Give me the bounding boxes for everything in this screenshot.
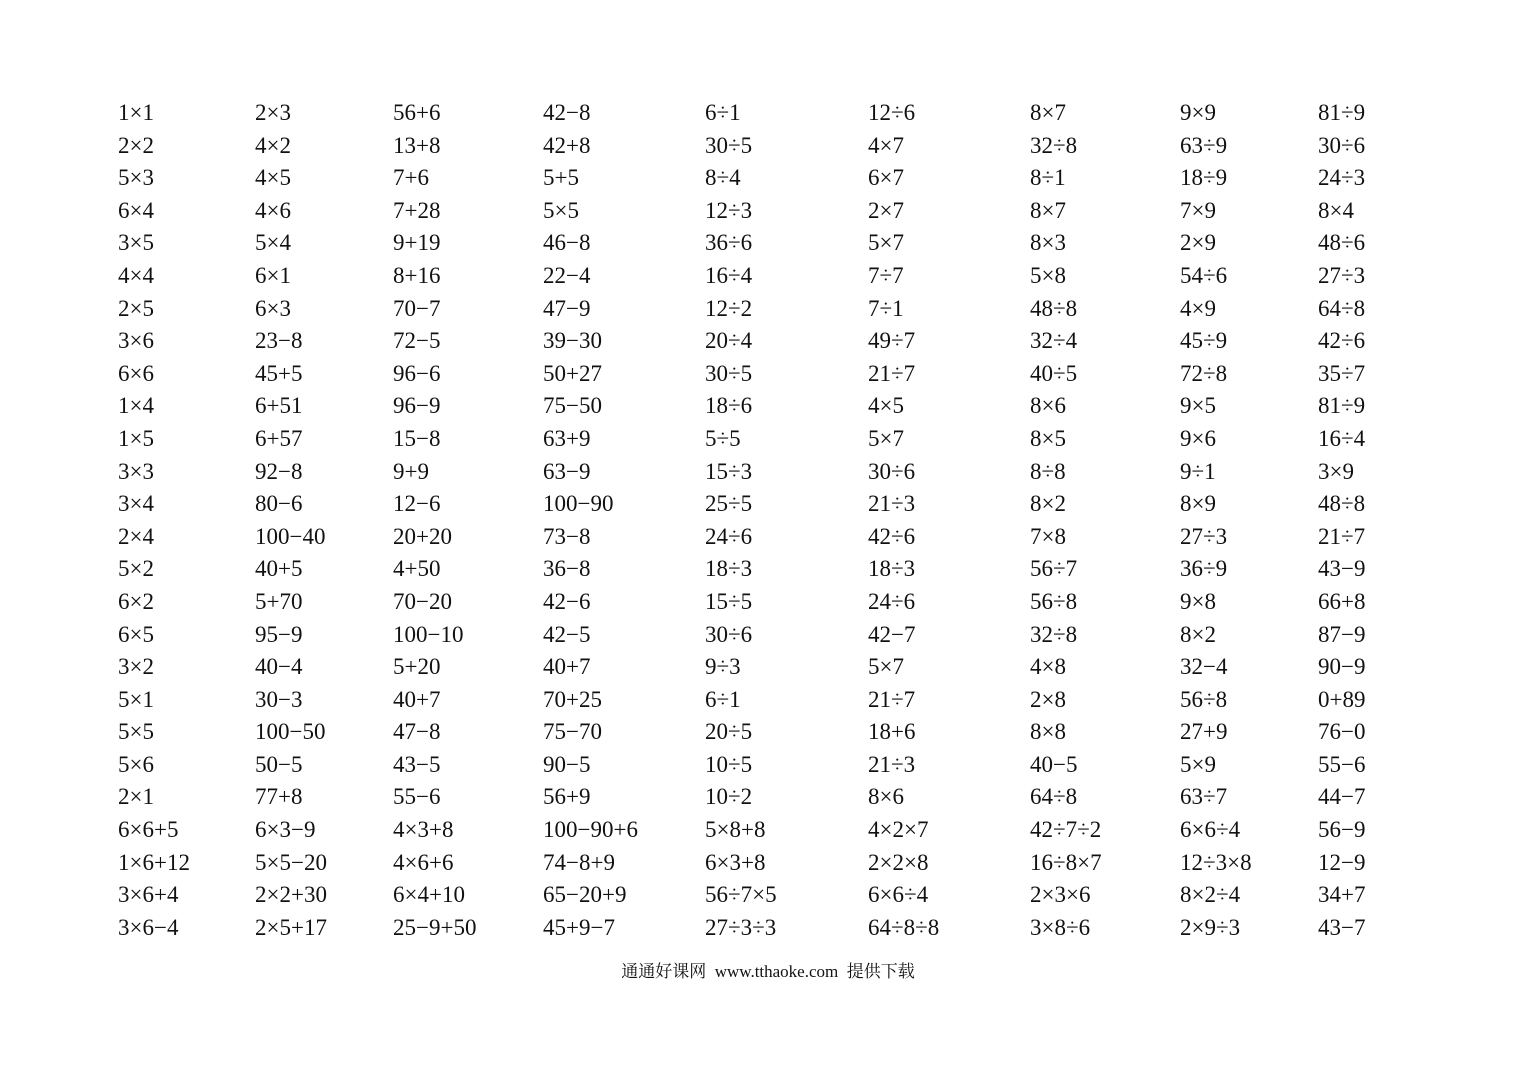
problem-item: 12÷2: [705, 295, 753, 321]
problem-item: 3×4: [118, 491, 154, 517]
problem-item: 2×9÷3: [1180, 914, 1241, 940]
problem-item: 7×8: [1030, 523, 1066, 549]
problem-item: 18÷3: [705, 556, 753, 582]
problem-item: 8×9: [1180, 491, 1216, 517]
problem-item: 54÷6: [1180, 262, 1228, 288]
problem-item: 8×2÷4: [1180, 882, 1241, 908]
problem-item: 8÷8: [1030, 458, 1066, 484]
problem-item: 13+8: [393, 132, 441, 158]
problem-item: 5×9: [1180, 751, 1216, 777]
problem-item: 2×3×6: [1030, 882, 1091, 908]
problem-item: 21÷7: [868, 360, 916, 386]
problem-item: 5×5: [118, 719, 154, 745]
problem-item: 3×9: [1318, 458, 1354, 484]
problem-item: 7+28: [393, 197, 441, 223]
problem-item: 43−5: [393, 751, 441, 777]
problem-item: 8×7: [1030, 197, 1066, 223]
problem-item: 47−8: [393, 719, 441, 745]
problem-item: 12÷3×8: [1180, 849, 1252, 875]
problem-item: 8×6: [868, 784, 904, 810]
problem-item: 4×5: [255, 165, 291, 191]
problem-item: 2×5: [118, 295, 154, 321]
problem-item: 2×3: [255, 100, 291, 125]
problem-item: 100−40: [255, 523, 326, 549]
problem-item: 8×5: [1030, 425, 1066, 451]
problem-item: 40÷5: [1030, 360, 1078, 386]
problem-item: 6÷1: [705, 686, 741, 712]
problem-item: 42−7: [868, 621, 916, 647]
problem-item: 100−90: [543, 491, 614, 517]
problem-item: 90−5: [543, 751, 591, 777]
problem-item: 30−3: [255, 686, 303, 712]
problem-item: 5×7: [868, 425, 904, 451]
problem-item: 64÷8: [1030, 784, 1078, 810]
problem-item: 30÷5: [705, 132, 753, 158]
problem-item: 10÷2: [705, 784, 753, 810]
problem-item: 20÷5: [705, 719, 753, 745]
problem-column-3: [393, 97, 476, 944]
problem-item: 6×7: [868, 165, 904, 191]
problem-item: 5+5: [543, 165, 579, 191]
problem-item: 2×1: [118, 784, 154, 810]
problem-item: 9×8: [1180, 588, 1216, 614]
problem-item: 50+27: [543, 360, 602, 386]
problem-item: 3×6+4: [118, 882, 179, 908]
problem-item: 5×1: [118, 686, 154, 712]
problem-item: 12÷6: [868, 100, 916, 125]
problem-item: 5+70: [255, 588, 303, 614]
problem-item: 6+57: [255, 425, 303, 451]
problem-item: 63−9: [543, 458, 591, 484]
problem-column-5: [705, 97, 777, 944]
problem-item: 39−30: [543, 328, 602, 354]
problem-item: 70+25: [543, 686, 602, 712]
problem-item: 40+5: [255, 556, 303, 582]
problem-item: 4×6+6: [393, 849, 454, 875]
problem-item: 4+50: [393, 556, 441, 582]
problem-item: 2×2: [118, 132, 154, 158]
problem-item: 9÷3: [705, 654, 741, 680]
problem-item: 42−8: [543, 100, 591, 125]
problem-item: 6×4+10: [393, 882, 465, 908]
problem-item: 3×6: [118, 328, 154, 354]
problem-item: 66+8: [1318, 588, 1366, 614]
problem-item: 3×8÷6: [1030, 914, 1091, 940]
problem-item: 36−8: [543, 556, 591, 582]
problem-item: 2×7: [868, 197, 904, 223]
problem-item: 12−6: [393, 491, 441, 517]
problem-item: 30÷6: [1318, 132, 1366, 158]
problem-item: 42+8: [543, 132, 591, 158]
problem-item: 6÷1: [705, 100, 741, 125]
problem-column-7: [1030, 97, 1102, 944]
problem-item: 56−9: [1318, 817, 1366, 843]
problem-item: 4×3+8: [393, 817, 454, 843]
problem-item: 6+51: [255, 393, 303, 419]
problem-item: 8÷1: [1030, 165, 1066, 191]
problem-item: 5×5: [543, 197, 579, 223]
problem-item: 4×6: [255, 197, 291, 223]
problem-item: 72÷8: [1180, 360, 1228, 386]
problem-item: 4×4: [118, 262, 154, 288]
problem-item: 8+16: [393, 262, 441, 288]
problem-item: 23−8: [255, 328, 303, 354]
problem-item: 6×3−9: [255, 817, 316, 843]
problem-item: 42−6: [543, 588, 591, 614]
problem-item: 30÷6: [705, 621, 753, 647]
problem-item: 27÷3: [1318, 262, 1366, 288]
problem-item: 100−90+6: [543, 817, 638, 843]
problem-item: 6×6÷4: [868, 882, 929, 908]
problem-item: 6×6+5: [118, 817, 179, 843]
problem-item: 1×1: [118, 100, 154, 125]
problem-item: 15÷3: [705, 458, 753, 484]
problem-item: 20+20: [393, 523, 452, 549]
problem-item: 36÷6: [705, 230, 753, 256]
problem-item: 43−7: [1318, 914, 1366, 940]
problem-item: 32−4: [1180, 654, 1228, 680]
problem-item: 7÷1: [868, 295, 904, 321]
problem-item: 24÷3: [1318, 165, 1366, 191]
problem-item: 75−70: [543, 719, 602, 745]
problem-item: 40+7: [543, 654, 591, 680]
problem-item: 100−10: [393, 621, 464, 647]
problem-item: 34+7: [1318, 882, 1366, 908]
problem-item: 43−9: [1318, 556, 1366, 582]
problem-item: 73−8: [543, 523, 591, 549]
problem-item: 21÷7: [1318, 523, 1366, 549]
problem-item: 8×6: [1030, 393, 1066, 419]
problem-item: 5×7: [868, 230, 904, 256]
problem-item: 9+19: [393, 230, 441, 256]
problem-item: 8×2: [1030, 491, 1066, 517]
problem-item: 35÷7: [1318, 360, 1366, 386]
problem-column-6: [868, 97, 939, 944]
problem-item: 63+9: [543, 425, 591, 451]
problem-item: 46−8: [543, 230, 591, 256]
problem-item: 56÷7×5: [705, 882, 777, 908]
problem-item: 9+9: [393, 458, 429, 484]
problem-item: 6×4: [118, 197, 154, 223]
problem-item: 49÷7: [868, 328, 916, 354]
problem-item: 4×8: [1030, 654, 1066, 680]
problem-item: 70−7: [393, 295, 441, 321]
problem-item: 2×2×8: [868, 849, 929, 875]
problem-item: 5×2: [118, 556, 154, 582]
problem-item: 2×9: [1180, 230, 1216, 256]
problem-item: 30÷6: [868, 458, 916, 484]
problem-item: 2×5+17: [255, 914, 327, 940]
problem-item: 55−6: [393, 784, 441, 810]
problem-item: 95−9: [255, 621, 303, 647]
problem-item: 42÷6: [868, 523, 916, 549]
problem-item: 32÷4: [1030, 328, 1078, 354]
problem-item: 15÷5: [705, 588, 753, 614]
problem-item: 81÷9: [1318, 100, 1366, 125]
problem-item: 70−20: [393, 588, 452, 614]
problem-item: 5×4: [255, 230, 291, 256]
problem-item: 8×3: [1030, 230, 1066, 256]
problem-item: 5÷5: [705, 425, 741, 451]
problem-item: 36÷9: [1180, 556, 1228, 582]
problem-item: 76−0: [1318, 719, 1366, 745]
problem-item: 9×6: [1180, 425, 1216, 451]
problem-item: 8×2: [1180, 621, 1216, 647]
problem-item: 2×8: [1030, 686, 1066, 712]
problem-item: 7÷7: [868, 262, 904, 288]
problem-item: 5×8+8: [705, 817, 766, 843]
problem-item: 15−8: [393, 425, 441, 451]
problem-item: 8×8: [1030, 719, 1066, 745]
problem-item: 1×6+12: [118, 849, 190, 875]
problem-item: 74−8+9: [543, 849, 615, 875]
problem-item: 50−5: [255, 751, 303, 777]
problem-item: 42÷7÷2: [1030, 817, 1102, 843]
problem-item: 18÷3: [868, 556, 916, 582]
problem-item: 56+6: [393, 100, 441, 125]
problem-item: 65−20+9: [543, 882, 627, 908]
problem-item: 2×2+30: [255, 882, 327, 908]
problem-item: 32÷8: [1030, 132, 1078, 158]
problem-item: 90−9: [1318, 654, 1366, 680]
problem-item: 24÷6: [868, 588, 916, 614]
problem-column-8: [1180, 97, 1252, 944]
problem-item: 48÷6: [1318, 230, 1366, 256]
problem-item: 80−6: [255, 491, 303, 517]
problem-item: 5×8: [1030, 262, 1066, 288]
problem-item: 20÷4: [705, 328, 753, 354]
problem-column-4: [543, 97, 638, 944]
problem-item: 42÷6: [1318, 328, 1366, 354]
problem-item: 6×6: [118, 360, 154, 386]
problem-item: 25−9+50: [393, 914, 477, 940]
problem-item: 21÷7: [868, 686, 916, 712]
problem-item: 64÷8: [1318, 295, 1366, 321]
problem-item: 4×2×7: [868, 817, 929, 843]
problem-item: 63÷9: [1180, 132, 1228, 158]
problem-item: 0+89: [1318, 686, 1366, 712]
problem-item: 1×5: [118, 425, 154, 451]
problem-item: 16÷4: [705, 262, 753, 288]
problem-item: 5×6: [118, 751, 154, 777]
problem-item: 40+7: [393, 686, 441, 712]
problem-item: 100−50: [255, 719, 326, 745]
problem-item: 9÷1: [1180, 458, 1216, 484]
problem-item: 48÷8: [1030, 295, 1078, 321]
problem-item: 6×3+8: [705, 849, 766, 875]
problem-column-1: [118, 97, 190, 944]
problem-item: 30÷5: [705, 360, 753, 386]
problem-item: 6×1: [255, 262, 291, 288]
problem-item: 75−50: [543, 393, 602, 419]
problem-item: 48÷8: [1318, 491, 1366, 517]
problem-item: 64÷8÷8: [868, 914, 940, 940]
problem-item: 3×5: [118, 230, 154, 256]
problem-item: 18÷6: [705, 393, 753, 419]
problem-item: 7×9: [1180, 197, 1216, 223]
problem-item: 63÷7: [1180, 784, 1228, 810]
problem-item: 81÷9: [1318, 393, 1366, 419]
problem-item: 6×5: [118, 621, 154, 647]
problem-item: 96−9: [393, 393, 441, 419]
problem-item: 4×7: [868, 132, 904, 158]
problem-item: 40−4: [255, 654, 303, 680]
problem-item: 3×6−4: [118, 914, 179, 940]
problem-item: 21÷3: [868, 751, 916, 777]
problem-item: 22−4: [543, 262, 591, 288]
problem-item: 56+9: [543, 784, 591, 810]
problem-item: 8×7: [1030, 100, 1066, 125]
problem-item: 45+5: [255, 360, 303, 386]
problem-item: 96−6: [393, 360, 441, 386]
problem-item: 18÷9: [1180, 165, 1228, 191]
problem-column-2: [255, 97, 327, 944]
problem-item: 32÷8: [1030, 621, 1078, 647]
problem-item: 12÷3: [705, 197, 753, 223]
problem-item: 5×3: [118, 165, 154, 191]
problem-item: 45÷9: [1180, 328, 1228, 354]
problem-item: 25÷5: [705, 491, 753, 517]
problem-item: 77+8: [255, 784, 303, 810]
problem-item: 27+9: [1180, 719, 1228, 745]
problem-item: 16÷8×7: [1030, 849, 1102, 875]
problem-item: 21÷3: [868, 491, 916, 517]
problem-item: 56÷7: [1030, 556, 1078, 582]
problem-item: 42−5: [543, 621, 591, 647]
problem-item: 18+6: [868, 719, 916, 745]
problem-item: 56÷8: [1030, 588, 1078, 614]
problem-item: 24÷6: [705, 523, 753, 549]
problem-item: 40−5: [1030, 751, 1078, 777]
problem-item: 4×2: [255, 132, 291, 158]
problem-item: 5×5−20: [255, 849, 327, 875]
problem-item: 9×9: [1180, 100, 1216, 125]
problem-item: 9×5: [1180, 393, 1216, 419]
problem-item: 6×6÷4: [1180, 817, 1241, 843]
problem-item: 87−9: [1318, 621, 1366, 647]
problem-item: 27÷3: [1180, 523, 1228, 549]
problem-item: 27÷3÷3: [705, 914, 777, 940]
problem-item: 7+6: [393, 165, 429, 191]
problem-item: 44−7: [1318, 784, 1366, 810]
problem-item: 5+20: [393, 654, 441, 680]
problem-item: 5×7: [868, 654, 904, 680]
problem-item: 10÷5: [705, 751, 753, 777]
problem-item: 1×4: [118, 393, 154, 419]
problem-item: 12−9: [1318, 849, 1366, 875]
problem-item: 6×3: [255, 295, 291, 321]
problem-item: 3×3: [118, 458, 154, 484]
problem-item: 4×9: [1180, 295, 1216, 321]
problem-item: 56÷8: [1180, 686, 1228, 712]
problem-item: 4×5: [868, 393, 904, 419]
problem-item: 45+9−7: [543, 914, 615, 940]
problem-item: 8÷4: [705, 165, 741, 191]
problem-item: 3×2: [118, 654, 154, 680]
problem-item: 8×4: [1318, 197, 1354, 223]
problem-item: 92−8: [255, 458, 303, 484]
footer-credit: 通通好课网 www.tthaoke.com 提供下载: [621, 962, 915, 981]
problem-item: 6×2: [118, 588, 154, 614]
problem-item: 72−5: [393, 328, 441, 354]
problem-item: 55−6: [1318, 751, 1366, 777]
problem-item: 2×4: [118, 523, 154, 549]
problem-column-9: [1318, 97, 1365, 944]
problem-item: 47−9: [543, 295, 591, 321]
problem-item: 16÷4: [1318, 425, 1366, 451]
